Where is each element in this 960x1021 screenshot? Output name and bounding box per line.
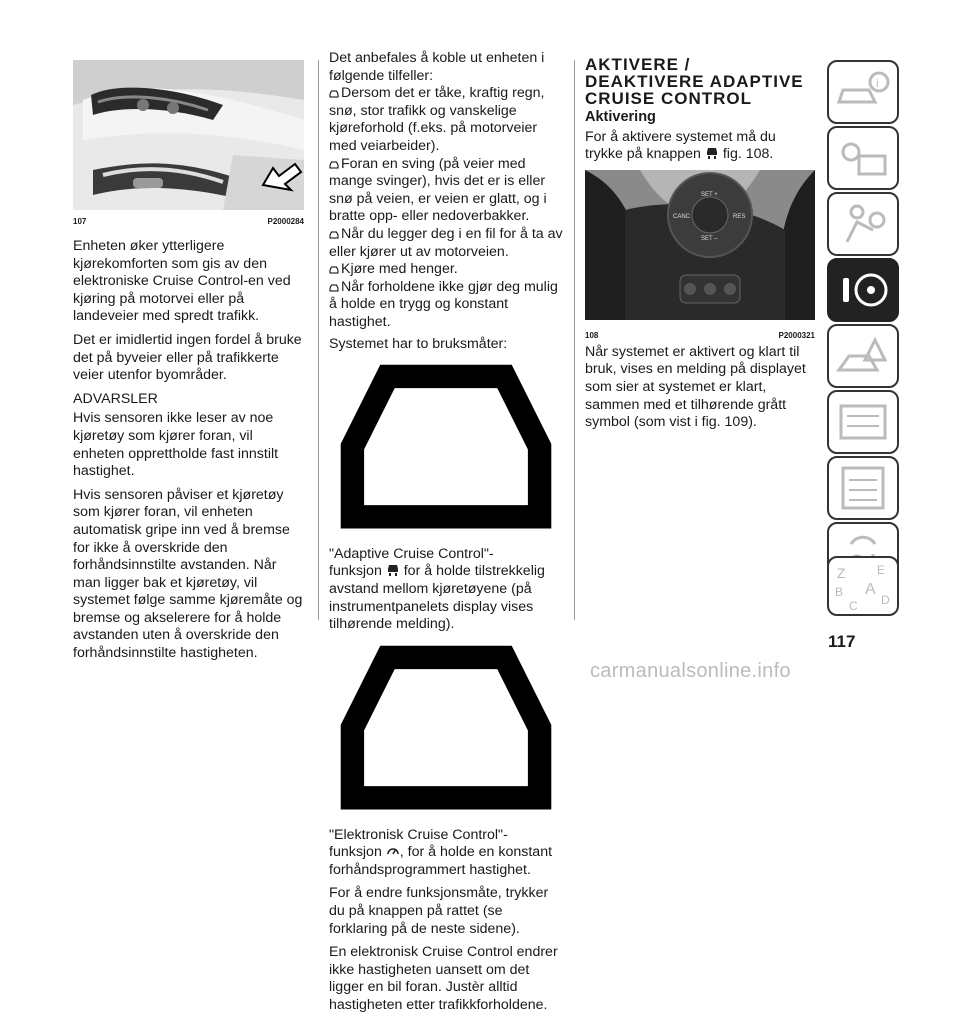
figure-107 xyxy=(73,60,304,225)
car-icon xyxy=(329,284,339,292)
svg-text:C: C xyxy=(849,599,858,613)
tab-warning-lights[interactable] xyxy=(827,126,899,190)
car-icon xyxy=(329,266,339,274)
car-icon xyxy=(329,90,339,98)
figure-number: 108 xyxy=(585,331,599,341)
bullet-item: Når forholdene ikke gjør deg mulig å holde en trygg og konstant hastighet. xyxy=(329,278,558,330)
mode-item: "Adaptive Cruise Control"- funksjon for å holde tilstrekkelig avstand mellom kjøretøyene (på instrumentpanelets display vises tilhørende melding). xyxy=(329,353,563,634)
steering-wheel-photo xyxy=(585,170,815,320)
paragraph: Hvis sensoren påviser et kjøretøy som kjører foran, vil enheten automatisk gripe inn ved å bremse for ikke å overskride den forhåndsinnstilte avstanden. Når man ligger bak et kjøretøy, vil systemet følge samme kjøremåte og bremse og akselerere for å holde avstanden uten å overskride den forhåndsinnstilte hastigheten. xyxy=(73,486,303,662)
tab-maintenance[interactable] xyxy=(827,390,899,454)
figure-code: P2000284 xyxy=(267,217,304,226)
paragraph: Det anbefales å koble ut enheten i følgende tilfeller: xyxy=(329,50,545,84)
canc-label: CANC xyxy=(673,213,691,220)
paragraph: Systemet har to bruksmåter: xyxy=(329,335,508,352)
adaptive-cruise-icon xyxy=(386,563,400,577)
subheading: Aktivering xyxy=(585,109,656,125)
set-plus-label: SET + xyxy=(701,191,718,198)
paragraph: Enheten øker ytterligere kjørekomforten som gis av den elektroniske Cruise Control-en ved kjøring på motorvei eller på landeveier med spredt trafikk. xyxy=(73,238,291,325)
speedometer-icon xyxy=(386,844,400,858)
technical-data-icon xyxy=(829,458,897,518)
svg-text:Z: Z xyxy=(837,565,846,581)
mode-item: "Elektronisk Cruise Control"- funksjon , for å holde en konstant forhåndsprogrammert hastighet. xyxy=(329,634,563,880)
safety-icon xyxy=(829,194,897,254)
bullet-item: Foran en sving (på veier med mange svinger), hvis det er is eller snø på veien, er veien er glatt, og i bratte opp- eller nedoverbakker. xyxy=(329,155,547,225)
paragraph: Det er imidlertid ingen fordel å bruke det på byveier eller på trafikkerte veier utenfor byområder. xyxy=(73,331,302,384)
figure-108 xyxy=(585,170,815,341)
column-divider xyxy=(574,60,575,620)
svg-text:i: i xyxy=(876,76,879,90)
column-2 xyxy=(329,50,563,1021)
section-heading: AKTIVERE / DEAKTIVERE ADAPTIVE CRUISE CONTROL xyxy=(585,55,804,108)
figure-number: 107 xyxy=(73,217,87,226)
paragraph: For å endre funksjonsmåte, trykker du på knappen på rattet (se forklaring på de neste sidene). xyxy=(329,885,549,937)
svg-text:E: E xyxy=(877,563,886,577)
steering-wheel-key-icon xyxy=(829,260,897,320)
paragraph: For å aktivere systemet må du trykke på knappen fig. 108. xyxy=(585,128,776,163)
set-minus-label: SET – xyxy=(701,235,718,242)
car-icon xyxy=(329,231,339,239)
car-info-icon xyxy=(829,62,897,122)
bullet-item: Når du legger deg i en fil for å ta av eller kjører ut av motorveien. xyxy=(329,225,563,260)
car-icon xyxy=(329,353,563,540)
res-label: RES xyxy=(733,213,746,220)
index-icon xyxy=(829,558,897,614)
watermark: carmanualsonline.info xyxy=(590,660,791,682)
svg-text:D: D xyxy=(881,593,890,607)
bullet-list xyxy=(329,85,563,331)
bullet-item: Dersom det er tåke, kraftig regn, snø, stor trafikk og vanskelige kjøreforhold (f.eks. på motorveier med veiarbeider). xyxy=(329,85,545,154)
tab-technical-data[interactable] xyxy=(827,456,899,520)
car-icon xyxy=(329,634,563,821)
tab-emergency[interactable] xyxy=(827,324,899,388)
column-3 xyxy=(585,56,815,438)
warning-lights-icon xyxy=(829,128,897,188)
tab-vehicle-info[interactable] xyxy=(827,60,899,124)
figure-code: P2000321 xyxy=(778,331,815,341)
paragraph: En elektronisk Cruise Control endrer ikke hastigheten uansett om det ligger en bil foran. Justèr alltid hastigheten etter trafikkforholdene. xyxy=(329,944,558,1013)
emergency-icon xyxy=(829,326,897,386)
maintenance-icon xyxy=(829,392,897,452)
warning-title: ADVARSLER xyxy=(73,390,158,407)
column-1 xyxy=(73,238,305,669)
tab-safety[interactable] xyxy=(827,192,899,256)
svg-text:A: A xyxy=(865,581,876,598)
paragraph: Når systemet er aktivert og klart til bruk, vises en melding på displayet som sier at systemet er klart, sammen med et tilhørende grått symbol (som vist i fig. 109). xyxy=(585,343,806,431)
tab-starting-driving[interactable] xyxy=(827,258,899,322)
paragraph: Hvis sensoren ikke leser av noe kjøretøy som kjører foran, vil enheten opprettholde fast innstilt hastighet. xyxy=(73,410,279,480)
tab-index[interactable] xyxy=(827,556,899,616)
bullet-item: Kjøre med henger. xyxy=(329,261,563,279)
svg-text:B: B xyxy=(835,585,844,599)
column-divider xyxy=(318,60,319,620)
adaptive-cruise-icon xyxy=(705,146,719,160)
page-number: 117 xyxy=(828,632,856,651)
car-icon xyxy=(329,161,339,169)
car-front-photo xyxy=(73,60,304,210)
